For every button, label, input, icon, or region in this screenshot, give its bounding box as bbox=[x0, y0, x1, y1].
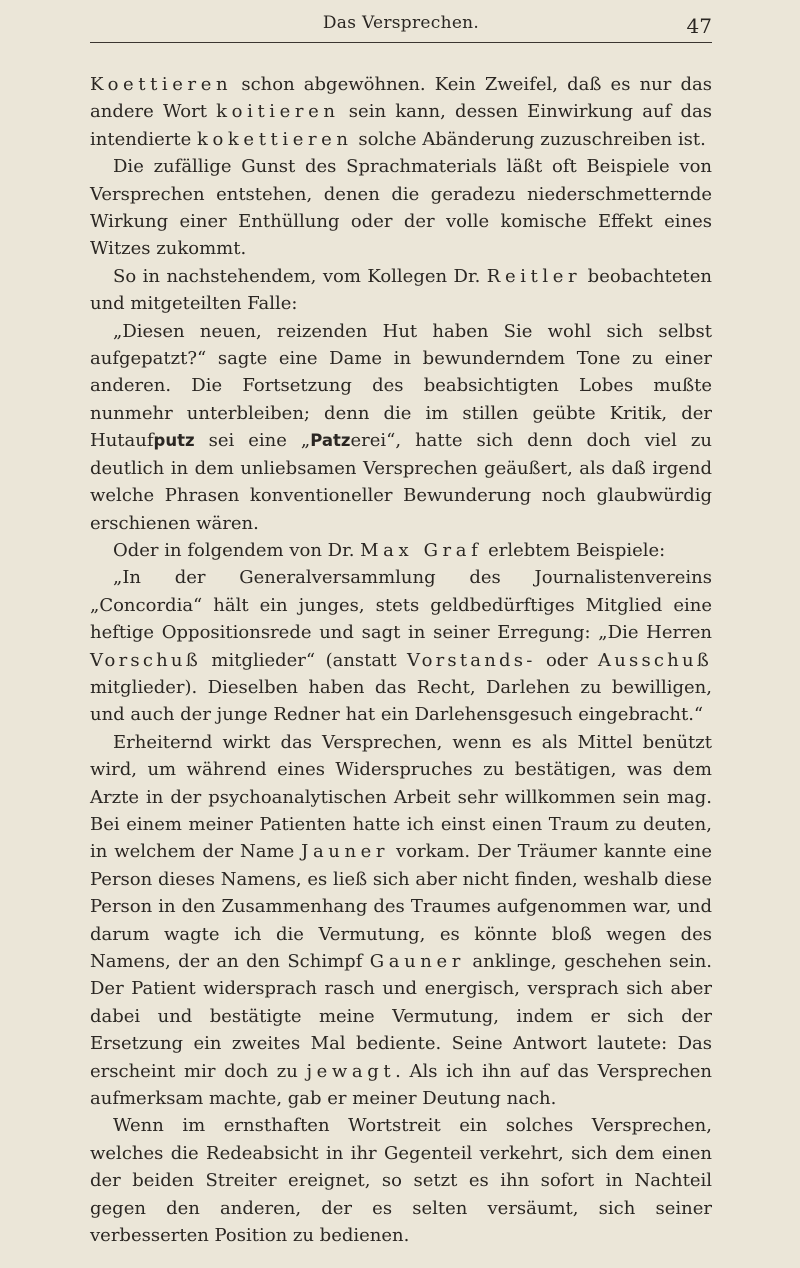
text-run: erlebtem Beispiele: bbox=[482, 539, 666, 561]
spaced-emphasis: Koettieren bbox=[90, 74, 233, 95]
text-run: mitglieder“ (anstatt bbox=[200, 649, 408, 671]
paragraph bbox=[90, 153, 712, 263]
body-text bbox=[90, 71, 712, 1249]
text-run: vorkam. Der Träumer kannte eine Person dieses Namens, es ließ sich aber nicht finden, weshalb diese Person in den Zusammenhang des Traumes aufgenommen war, und darum wagte ich die Vermutung, es könnte bloß wegen des Namens, der an den Schimpf bbox=[90, 841, 712, 972]
paragraph bbox=[90, 729, 712, 1113]
text-run: mitglieder). Dieselben haben das Recht, Darlehen zu bewilligen, und auch der junge Redner hat ein Darlehensgesuch eingebracht.“ bbox=[90, 676, 712, 726]
spaced-emphasis: Vorstands- bbox=[407, 649, 536, 671]
text-run: schon abgewöhnen. Kein Zweifel, daß es nur das andere Wort bbox=[90, 74, 712, 123]
text-run: . Als ich ihn auf das Versprechen aufmerksam machte, gab er meiner Deutung nach. bbox=[90, 1060, 712, 1110]
text-run: sein kann, dessen Einwirkung auf das intendierte bbox=[90, 101, 712, 150]
spaced-emphasis: Max Graf bbox=[360, 539, 483, 561]
spaced-emphasis: jewagt bbox=[306, 1060, 396, 1082]
text-run: „Diesen neuen, reizenden Hut haben Sie wohl sich selbst aufgepatzt?“ sagte eine Dame in bewunderndem Tone zu einer anderen. Die Fortsetzung des beabsichtigten Lobes mußte nunmehr unterbleiben; denn die im stillen geübte Kritik, der Hutaufputz sei eine „Patzerei“, hatte sich denn doch viel zu deutlich in dem unliebsamen Versprechen geäußert, als daß irgend welche Phrasen konventioneller Bewunderung noch glaubwürdig erschienen wären. bbox=[90, 320, 712, 534]
text-run: Erheiternd wirkt das Versprechen, wenn es als Mittel benützt wird, um während eines Widerspruches zu bestätigen, was dem Arzte in der psychoanalytischen Arbeit sehr willkommen sein mag. Bei einem meiner Patienten hatte ich einst einen Traum zu deuten, in welchem der Name bbox=[90, 731, 712, 863]
text-run: „In der Generalversammlung des Journalistenvereins „Concordia“ hält ein junges, stets geldbedürftiges Mitglied eine heftige Oppositionsrede und sagt in seiner Erregung: „Die Herren bbox=[90, 567, 712, 644]
spaced-emphasis: Gauner bbox=[369, 951, 465, 972]
page-number: 47 bbox=[686, 14, 712, 38]
spaced-emphasis: Ausschuß bbox=[598, 649, 712, 671]
spaced-emphasis: Jauner bbox=[301, 841, 390, 863]
text-run: anklinge, geschehen sein. Der Patient widersprach rasch und energisch, versprach sich aber dabei und bestätigte meine Vermutung, indem er sich der Ersetzung ein zweites Mal bediente. Seine Antwort lautete: Das erscheint mir doch zu bbox=[90, 951, 713, 1082]
bold-emphasis: putz bbox=[153, 431, 195, 451]
text-run: oder bbox=[535, 649, 599, 671]
paragraph bbox=[90, 1112, 712, 1249]
paragraph bbox=[90, 318, 712, 537]
text-run: Die zufällige Gunst des Sprachmaterials läßt oft Beispiele von Versprechen entstehen, denen die geradezu niederschmetternde Wirkung einer Enthüllung oder der volle komische Effekt eines Witzes zukommt. bbox=[90, 156, 712, 260]
bold-emphasis: Patz bbox=[310, 431, 351, 451]
spaced-emphasis: Vorschuß bbox=[90, 649, 201, 671]
running-head bbox=[90, 8, 712, 43]
spaced-emphasis: Reitler bbox=[486, 265, 582, 287]
spaced-emphasis: kokettieren bbox=[196, 128, 353, 150]
spaced-emphasis: koitieren bbox=[216, 101, 340, 123]
paragraph bbox=[90, 564, 712, 728]
text-run: Wenn im ernsthaften Wortstreit ein solches Versprechen, welches die Redeabsicht in ihr Gegenteil verkehrt, sich dem einen der beiden Streiter ereignet, so setzt es ihn sofort in Nachteil gegen den anderen, der es selten versäumt, sich seiner verbesserten Position zu bedienen. bbox=[90, 1115, 712, 1247]
running-title: Das Versprechen. bbox=[322, 13, 480, 33]
text-run: Oder in folgendem von Dr. bbox=[113, 539, 361, 561]
text-run: solche Abänderung zuzuschreiben ist. bbox=[352, 128, 706, 150]
paragraph bbox=[90, 537, 712, 564]
paragraph bbox=[90, 71, 712, 153]
paragraph bbox=[90, 263, 712, 318]
text-run: So in nachstehendem, vom Kollegen Dr. bbox=[113, 265, 487, 287]
text-run: beobachteten und mitgeteilten Falle: bbox=[90, 265, 712, 315]
